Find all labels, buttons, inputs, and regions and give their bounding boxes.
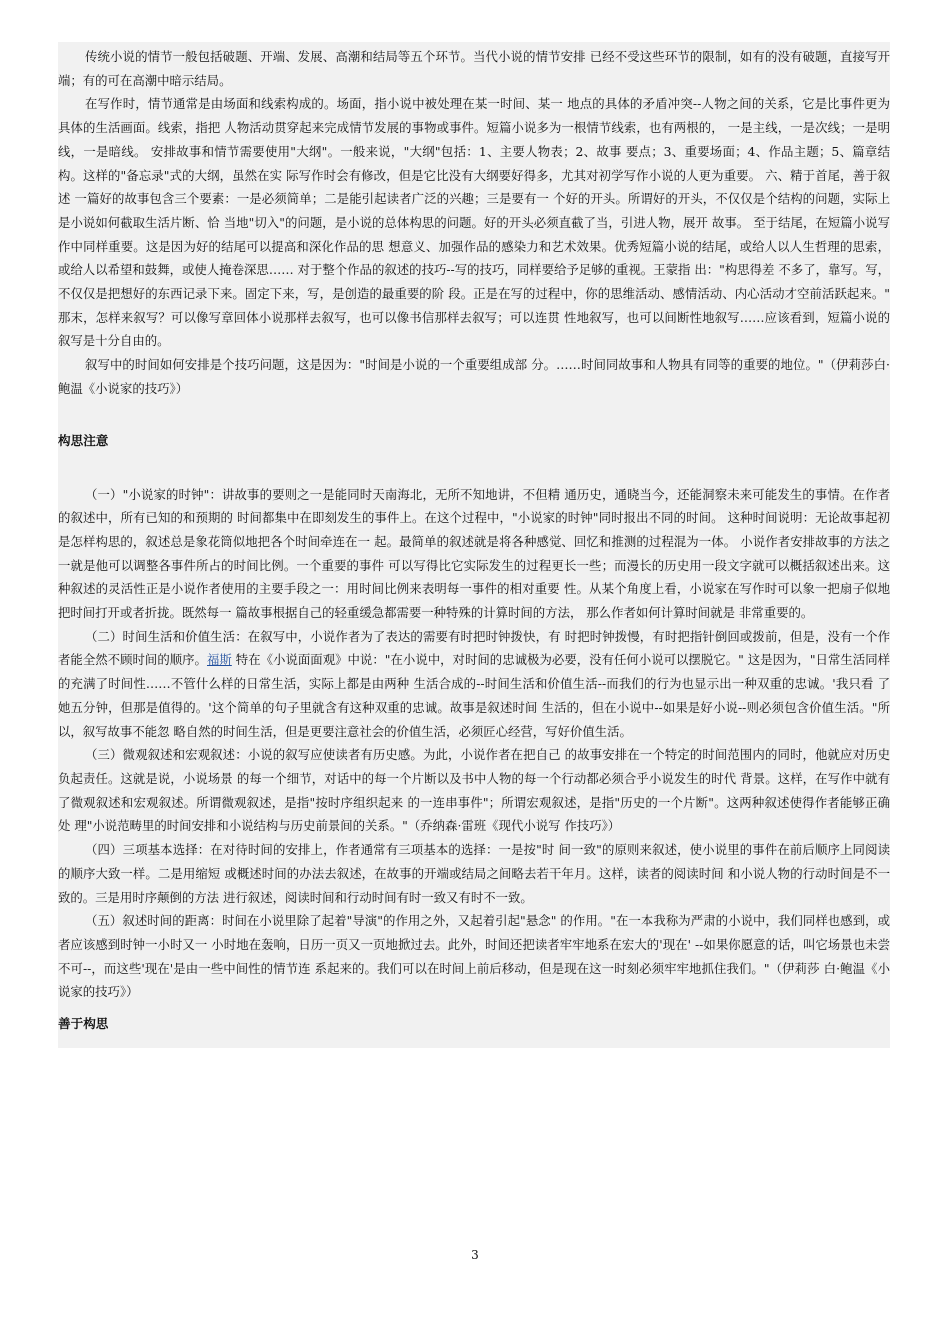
section-heading-good-conception: 善于构思 — [58, 1004, 890, 1048]
forster-link[interactable]: 福斯 — [206, 652, 232, 668]
paragraph-scene-and-clue: 在写作时，情节通常是由场面和线索构成的。场面，指小说中被处理在某一时间、某一 地点的具体的矛盾冲突--人物之间的关系，它是比事件更为具体的生活画面。线索，指把 人物活动贯穿起来完成情节发展的事物或事件。短篇小说多为一根情节线索，也有两根的， 一是主线，一是次线；一是明线，一是暗线。 安排故事和情节需要使用"大纲"。一般来说，"大纲"包括：1、主要人物表；2、故事 要点；3、重要场面；4、作品主题；5、篇章结构。这样的"备忘录"式的大纲，虽然在实 际写作时会有修改，但是它比没有大纲要好得多，尤其对初学写作小说的人更为重要。 六、精于首尾，善于叙述 一篇好的故事包含三个要素：一是必须简单；二是能引起读者广泛的兴趣；三是要有一 个好的开头。所谓好的开头，不仅仅是个结构的问题，实际上是小说如何截取生活片断、恰 当地"切入"的问题，是小说的总体构思的问题。好的开头必须直截了当，引进人物，展开 故事。 至于结尾，在短篇小说写作中同样重要。这是因为好的结尾可以提高和深化作品的思 想意义、加强作品的感染力和艺术效果。优秀短篇小说的结尾，或给人以人生哲理的思索， 或给人以希望和鼓舞，或使人掩卷深思…… 对于整个作品的叙述的技巧--写的技巧，同样要给予足够的重视。王蒙指 出："构思得差 不多了，靠写。写，不仅仅是把想好的东西记录下来。固定下来，写，是创造的最重要的阶 段。正是在写的过程中，你的思维活动、感情活动、内心活动才空前活跃起来。" 那末，怎样来叙写？可以像写章回体小说那样去叙写，也可以像书信那样去叙写；可以连贯 性地叙写，也可以间断性地叙写……应该看到，短篇小说的叙写是十分自由的。 — [58, 96, 890, 349]
notes-section — [58, 483, 890, 1004]
paragraph-narrative-distance: （五）叙述时间的距离：时间在小说里除了起着"导演"的作用之外，又起着引起"悬念" 的作用。"在一本我称为严肃的小说中，我们同样也感到，或者应该感到时钟一小时又一 小时地在轰响，日历一页又一页地掀过去。此外，时间还把读者牢牢地系在宏大的'现在' --如果你愿意的话，叫它场景也未尝不可--，而这些'现在'是由一些中间性的情节连 系起来的。我们可以在时间上前后移动，但是现在这一时刻必须牢牢地抓住我们。"（伊莉莎 白·鲍温《小说家的技巧》） — [58, 913, 890, 1000]
intro-section — [58, 42, 890, 405]
paragraph-three-choices: （四）三项基本选择：在对待时间的安排上，作者通常有三项基本的选择：一是按"时 间一致"的原则来叙述，使小说里的事件在前后顺序上同阅读的顺序大致一样。二是用缩短 或概述时间的办法去叙述，在故事的开端或结局之间略去若干年月。这样，读者的阅读时间 和小说人物的行动时间是不一致的。三是用时序颠倒的方法 进行叙述，阅读时间和行动时间有时一致又有时不一致。 — [58, 842, 890, 905]
paragraph-plot-stages: 传统小说的情节一般包括破题、开端、发展、高潮和结局等五个环节。当代小说的情节安排 已经不受这些环节的限制，如有的没有破题，直接写开端；有的可在高潮中暗示结局。 — [58, 49, 890, 88]
document-page — [58, 42, 890, 1048]
paragraph-novelist-clock: （一）"小说家的时钟"：讲故事的要则之一是能同时天南海北，无所不知地讲，不但精 通历史，通晓当今，还能洞察未来可能发生的事情。在作者的叙述中，所有已知的和预期的 时间都集中在即刻发生的事件上。在这个过程中，"小说家的时钟"同时报出不同的时间。 这种时间说明：无论故事起初是怎样构思的，叙述总是象花筒似地把各个时间牵连在一 起。最简单的叙述就是将各种感觉、回忆和推测的过程混为一体。 小说作者安排故事的方法之一就是他可以调整各事件所占的时间比例。一个重要的事件 可以写得比它实际发生的过程更长一些；而漫长的历史用一段文字就可以概括叙述出来。这 种叙述的灵活性正是小说作者使用的主要手段之一：用时间比例来表明每一事件的相对重要 性。从某个角度上看，小说家在写作时可以象一把扇子似地把时间打开或者折拢。既然每一 篇故事根据自己的轻重缓急都需要一种特殊的计算时间的方法， 那么作者如何计算时间就是 非常重要的。 — [58, 486, 890, 621]
section-heading-conception-notes: 构思注意 — [58, 405, 890, 483]
paragraph-micro-macro-narration: （三）微观叙述和宏观叙述：小说的叙写应使读者有历史感。为此，小说作者在把自己 的故事安排在一个特定的时间范围内的同时，他就应对历史负起责任。这就是说，小说场景 的每一个细节，对话中的每一个片断以及书中人物的每一个行动都必须合乎小说发生的时代 背景。这样，在写作中就有了微观叙述和宏观叙述。所谓微观叙述，是指"按时序组织起来 的一连串事件"；所谓宏观叙述，是指"历史的一个片断"。这两种叙述使得作者能够正确处 理"小说范畴里的时间安排和小说结构与历史前景间的关系。"（乔纳森·雷班《现代小说写 作技巧》） — [58, 747, 890, 834]
page-number: 3 — [471, 1248, 479, 1262]
paragraph-time-and-value-life — [58, 625, 890, 744]
paragraph-two-text-b: 特在《小说面面观》中说："在小说中，对时间的忠诚极为必要，没有任何小说可以摆脱它。" 这是因为，"日常生活同样的充满了时间性……不管什么样的日常生活，实际上都是由两种 生活合成的--时间生活和价值生活--而我们的行为也显示出一种双重的忠诚。'我只看 了她五分钟，但那是值得的。'这个简单的句子里就含有这种双重的忠诚。故事是叙述时间 生活的，但在小说中--如果是好小说--则必须包含价值生活。"所以，叙写故事不能忽 略自然的时间生活，但是更要注意社会的价值生活，必须匠心经营，写好价值生活。 — [58, 652, 891, 739]
paragraph-two-text-a: （二）时间生活和价值生活：在叙写中，小说作者为了表达的需要有时把时钟拨快，有 时把时钟拨慢，有时把指针倒回或拨前，但是，没有一个作者能全然不顾时间的顺序。 — [58, 628, 890, 668]
paragraph-time-arrangement: 叙写中的时间如何安排是个技巧问题，这是因为："时间是小说的一个重要组成部 分。……时间同故事和人物具有同等的重要的地位。"（伊莉莎白·鲍温《小说家的技巧》） — [58, 357, 890, 396]
